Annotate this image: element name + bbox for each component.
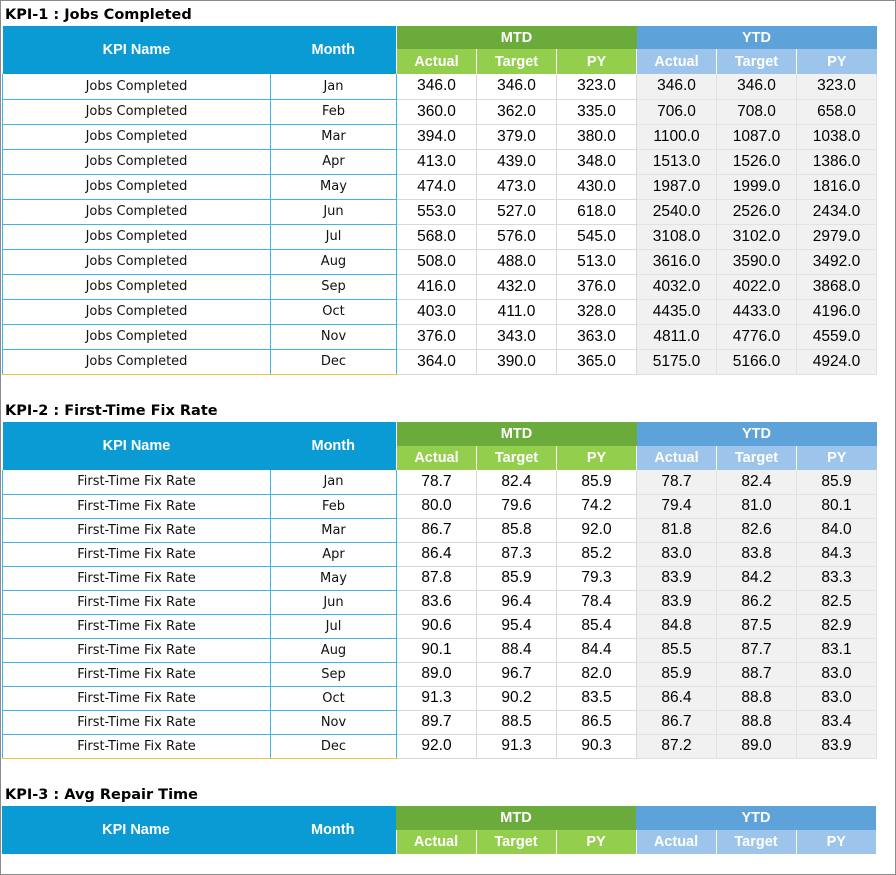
row-month[interactable]: Nov	[271, 324, 397, 349]
mtd-target-cell[interactable]: 576.0	[477, 224, 557, 249]
row-month[interactable]: May	[271, 566, 397, 590]
ytd-py-cell[interactable]: 84.0	[797, 518, 877, 542]
mtd-actual-cell[interactable]: 91.3	[397, 686, 477, 710]
mtd-target-cell[interactable]: 343.0	[477, 324, 557, 349]
row-month[interactable]: Oct	[271, 686, 397, 710]
table-row	[3, 686, 877, 710]
mtd-actual-cell[interactable]: 80.0	[397, 494, 477, 518]
mtd-actual-cell[interactable]: 89.0	[397, 662, 477, 686]
mtd-target-cell[interactable]: 488.0	[477, 249, 557, 274]
mtd-target-cell[interactable]: 411.0	[477, 299, 557, 324]
row-kpi-name[interactable]: First-Time Fix Rate	[3, 734, 271, 758]
mtd-py-cell[interactable]: 335.0	[557, 99, 637, 124]
row-kpi-name[interactable]: First-Time Fix Rate	[3, 542, 271, 566]
row-kpi-name[interactable]: First-Time Fix Rate	[3, 518, 271, 542]
row-month[interactable]: Jun	[271, 199, 397, 224]
mtd-target-cell[interactable]: 79.6	[477, 494, 557, 518]
ytd-actual-cell[interactable]: 3616.0	[637, 249, 717, 274]
header-mtd-target: Target	[477, 446, 557, 470]
mtd-actual-cell[interactable]: 360.0	[397, 99, 477, 124]
header-ytd-actual: Actual	[637, 49, 717, 74]
row-month[interactable]: Aug	[271, 638, 397, 662]
ytd-target-cell[interactable]: 4433.0	[717, 299, 797, 324]
ytd-py-cell[interactable]: 80.1	[797, 494, 877, 518]
ytd-actual-cell[interactable]: 346.0	[637, 74, 717, 99]
ytd-py-cell[interactable]: 4196.0	[797, 299, 877, 324]
table-row	[3, 274, 877, 299]
kpi-table-jobs-completed	[2, 26, 877, 375]
row-month[interactable]: Feb	[271, 494, 397, 518]
mtd-actual-cell[interactable]: 89.7	[397, 710, 477, 734]
row-month[interactable]: Apr	[271, 149, 397, 174]
row-kpi-name[interactable]: First-Time Fix Rate	[3, 614, 271, 638]
row-month[interactable]: Jun	[271, 590, 397, 614]
header-ytd: YTD	[636, 806, 876, 830]
mtd-py-cell[interactable]: 85.4	[557, 614, 637, 638]
kpi-table-first-time-fix-rate	[2, 422, 877, 759]
mtd-py-cell[interactable]: 85.9	[557, 470, 637, 494]
ytd-target-cell[interactable]: 3590.0	[717, 249, 797, 274]
mtd-actual-cell[interactable]: 553.0	[397, 199, 477, 224]
row-month[interactable]: Dec	[271, 349, 397, 374]
header-kpi-name: KPI Name	[2, 806, 270, 854]
table-row	[3, 174, 877, 199]
mtd-py-cell[interactable]: 78.4	[557, 590, 637, 614]
row-kpi-name[interactable]: Jobs Completed	[3, 174, 271, 199]
header-month: Month	[271, 26, 397, 74]
mtd-actual-cell[interactable]: 86.7	[397, 518, 477, 542]
mtd-actual-cell[interactable]: 83.6	[397, 590, 477, 614]
row-month[interactable]: Mar	[271, 518, 397, 542]
ytd-py-cell[interactable]: 2434.0	[797, 199, 877, 224]
header-month: Month	[271, 422, 397, 470]
ytd-actual-cell[interactable]: 78.7	[637, 470, 717, 494]
mtd-target-cell[interactable]: 346.0	[477, 74, 557, 99]
ytd-actual-cell[interactable]: 85.5	[637, 638, 717, 662]
mtd-actual-cell[interactable]: 78.7	[397, 470, 477, 494]
mtd-actual-cell[interactable]: 416.0	[397, 274, 477, 299]
ytd-target-cell[interactable]: 4022.0	[717, 274, 797, 299]
mtd-target-cell[interactable]: 95.4	[477, 614, 557, 638]
ytd-actual-cell[interactable]: 81.8	[637, 518, 717, 542]
mtd-py-cell[interactable]: 90.3	[557, 734, 637, 758]
section-title-kpi-1: KPI-1 : Jobs Completed	[5, 7, 192, 23]
ytd-py-cell[interactable]: 83.4	[797, 710, 877, 734]
row-kpi-name[interactable]: Jobs Completed	[3, 149, 271, 174]
header-mtd-py: PY	[557, 49, 637, 74]
mtd-actual-cell[interactable]: 92.0	[397, 734, 477, 758]
table-row	[3, 470, 877, 494]
header-mtd: MTD	[397, 26, 637, 49]
row-kpi-name[interactable]: Jobs Completed	[3, 99, 271, 124]
row-kpi-name[interactable]: Jobs Completed	[3, 199, 271, 224]
header-kpi-name: KPI Name	[3, 26, 271, 74]
row-month[interactable]: Jan	[271, 470, 397, 494]
ytd-py-cell[interactable]: 83.9	[797, 734, 877, 758]
mtd-target-cell[interactable]: 96.7	[477, 662, 557, 686]
row-month[interactable]: Apr	[271, 542, 397, 566]
header-mtd: MTD	[396, 806, 636, 830]
ytd-actual-cell[interactable]: 83.9	[637, 590, 717, 614]
table-row	[3, 149, 877, 174]
mtd-actual-cell[interactable]: 87.8	[397, 566, 477, 590]
ytd-actual-cell[interactable]: 1100.0	[637, 124, 717, 149]
ytd-py-cell[interactable]: 82.5	[797, 590, 877, 614]
table-row	[3, 734, 877, 758]
table-row	[3, 566, 877, 590]
mtd-py-cell[interactable]: 82.0	[557, 662, 637, 686]
row-kpi-name[interactable]: Jobs Completed	[3, 224, 271, 249]
mtd-actual-cell[interactable]: 508.0	[397, 249, 477, 274]
mtd-actual-cell[interactable]: 86.4	[397, 542, 477, 566]
table-row	[3, 590, 877, 614]
mtd-target-cell[interactable]: 90.2	[477, 686, 557, 710]
row-month[interactable]: May	[271, 174, 397, 199]
header-ytd-actual: Actual	[636, 830, 716, 854]
header-month: Month	[270, 806, 396, 854]
mtd-target-cell[interactable]: 96.4	[477, 590, 557, 614]
mtd-py-cell[interactable]: 513.0	[557, 249, 637, 274]
table-row	[3, 638, 877, 662]
ytd-actual-cell[interactable]: 85.9	[637, 662, 717, 686]
mtd-py-cell[interactable]: 348.0	[557, 149, 637, 174]
mtd-target-cell[interactable]: 439.0	[477, 149, 557, 174]
header-mtd-actual: Actual	[396, 830, 476, 854]
row-kpi-name[interactable]: Jobs Completed	[3, 249, 271, 274]
section-title-kpi-3: KPI-3 : Avg Repair Time	[5, 787, 198, 803]
row-month[interactable]: Dec	[271, 734, 397, 758]
table-row	[3, 662, 877, 686]
ytd-py-cell[interactable]: 84.3	[797, 542, 877, 566]
header-mtd: MTD	[397, 422, 637, 446]
mtd-target-cell[interactable]: 85.8	[477, 518, 557, 542]
row-month[interactable]: Mar	[271, 124, 397, 149]
mtd-py-cell[interactable]: 79.3	[557, 566, 637, 590]
ytd-py-cell[interactable]: 4559.0	[797, 324, 877, 349]
mtd-py-cell[interactable]: 363.0	[557, 324, 637, 349]
header-mtd-actual: Actual	[397, 49, 477, 74]
ytd-target-cell[interactable]: 346.0	[717, 74, 797, 99]
header-ytd-target: Target	[717, 49, 797, 74]
mtd-py-cell[interactable]: 365.0	[557, 349, 637, 374]
ytd-target-cell[interactable]: 86.2	[717, 590, 797, 614]
ytd-target-cell[interactable]: 82.4	[717, 470, 797, 494]
ytd-target-cell[interactable]: 1526.0	[717, 149, 797, 174]
header-mtd-target: Target	[477, 49, 557, 74]
ytd-target-cell[interactable]: 88.7	[717, 662, 797, 686]
mtd-py-cell[interactable]: 328.0	[557, 299, 637, 324]
ytd-target-cell[interactable]: 5166.0	[717, 349, 797, 374]
header-ytd-target: Target	[716, 830, 796, 854]
row-kpi-name[interactable]: First-Time Fix Rate	[3, 590, 271, 614]
mtd-target-cell[interactable]: 379.0	[477, 124, 557, 149]
ytd-actual-cell[interactable]: 3108.0	[637, 224, 717, 249]
row-kpi-name[interactable]: First-Time Fix Rate	[3, 470, 271, 494]
mtd-actual-cell[interactable]: 413.0	[397, 149, 477, 174]
ytd-actual-cell[interactable]: 83.0	[637, 542, 717, 566]
row-kpi-name[interactable]: Jobs Completed	[3, 274, 271, 299]
header-mtd-actual: Actual	[397, 446, 477, 470]
header-ytd-target: Target	[717, 446, 797, 470]
mtd-actual-cell[interactable]: 394.0	[397, 124, 477, 149]
table-row	[3, 199, 877, 224]
row-kpi-name[interactable]: Jobs Completed	[3, 299, 271, 324]
ytd-actual-cell[interactable]: 84.8	[637, 614, 717, 638]
mtd-py-cell[interactable]: 618.0	[557, 199, 637, 224]
mtd-target-cell[interactable]: 473.0	[477, 174, 557, 199]
mtd-target-cell[interactable]: 362.0	[477, 99, 557, 124]
mtd-actual-cell[interactable]: 474.0	[397, 174, 477, 199]
table-row	[3, 249, 877, 274]
section-title-kpi-2: KPI-2 : First-Time Fix Rate	[5, 403, 218, 419]
row-kpi-name[interactable]: Jobs Completed	[3, 74, 271, 99]
header-ytd-py: PY	[797, 446, 877, 470]
ytd-py-cell[interactable]: 3868.0	[797, 274, 877, 299]
mtd-target-cell[interactable]: 88.5	[477, 710, 557, 734]
mtd-actual-cell[interactable]: 403.0	[397, 299, 477, 324]
header-ytd-py: PY	[796, 830, 876, 854]
ytd-actual-cell[interactable]: 86.7	[637, 710, 717, 734]
mtd-target-cell[interactable]: 91.3	[477, 734, 557, 758]
mtd-py-cell[interactable]: 85.2	[557, 542, 637, 566]
ytd-py-cell[interactable]: 83.0	[797, 662, 877, 686]
row-kpi-name[interactable]: First-Time Fix Rate	[3, 566, 271, 590]
row-kpi-name[interactable]: First-Time Fix Rate	[3, 638, 271, 662]
ytd-py-cell[interactable]: 83.0	[797, 686, 877, 710]
header-mtd-target: Target	[476, 830, 556, 854]
ytd-actual-cell[interactable]: 79.4	[637, 494, 717, 518]
header-kpi-name: KPI Name	[3, 422, 271, 470]
row-month[interactable]: Oct	[271, 299, 397, 324]
ytd-target-cell[interactable]: 88.8	[717, 686, 797, 710]
table-row	[3, 542, 877, 566]
ytd-py-cell[interactable]: 1816.0	[797, 174, 877, 199]
table-row	[3, 518, 877, 542]
mtd-py-cell[interactable]: 92.0	[557, 518, 637, 542]
mtd-py-cell[interactable]: 74.2	[557, 494, 637, 518]
ytd-target-cell[interactable]: 2526.0	[717, 199, 797, 224]
ytd-actual-cell[interactable]: 83.9	[637, 566, 717, 590]
row-kpi-name[interactable]: Jobs Completed	[3, 324, 271, 349]
mtd-py-cell[interactable]: 84.4	[557, 638, 637, 662]
table-row	[3, 710, 877, 734]
row-month[interactable]: Sep	[271, 274, 397, 299]
ytd-target-cell[interactable]: 87.7	[717, 638, 797, 662]
ytd-target-cell[interactable]: 88.8	[717, 710, 797, 734]
ytd-actual-cell[interactable]: 4811.0	[637, 324, 717, 349]
row-month[interactable]: Sep	[271, 662, 397, 686]
ytd-py-cell[interactable]: 83.3	[797, 566, 877, 590]
ytd-py-cell[interactable]: 82.9	[797, 614, 877, 638]
header-mtd-py: PY	[557, 446, 637, 470]
kpi-table-avg-repair-time	[2, 806, 876, 854]
mtd-py-cell[interactable]: 430.0	[557, 174, 637, 199]
ytd-target-cell[interactable]: 84.2	[717, 566, 797, 590]
table-row	[3, 74, 877, 99]
row-month[interactable]: Jan	[271, 74, 397, 99]
mtd-actual-cell[interactable]: 90.6	[397, 614, 477, 638]
ytd-py-cell[interactable]: 2979.0	[797, 224, 877, 249]
mtd-py-cell[interactable]: 545.0	[557, 224, 637, 249]
ytd-py-cell[interactable]: 323.0	[797, 74, 877, 99]
ytd-target-cell[interactable]: 1087.0	[717, 124, 797, 149]
ytd-actual-cell[interactable]: 4032.0	[637, 274, 717, 299]
ytd-actual-cell[interactable]: 86.4	[637, 686, 717, 710]
ytd-target-cell[interactable]: 4776.0	[717, 324, 797, 349]
table-row	[3, 494, 877, 518]
ytd-py-cell[interactable]: 85.9	[797, 470, 877, 494]
row-month[interactable]: Jul	[271, 224, 397, 249]
ytd-actual-cell[interactable]: 5175.0	[637, 349, 717, 374]
table-row	[3, 299, 877, 324]
mtd-target-cell[interactable]: 88.4	[477, 638, 557, 662]
row-month[interactable]: Nov	[271, 710, 397, 734]
ytd-py-cell[interactable]: 3492.0	[797, 249, 877, 274]
mtd-actual-cell[interactable]: 376.0	[397, 324, 477, 349]
mtd-py-cell[interactable]: 376.0	[557, 274, 637, 299]
ytd-target-cell[interactable]: 81.0	[717, 494, 797, 518]
row-kpi-name[interactable]: First-Time Fix Rate	[3, 686, 271, 710]
mtd-target-cell[interactable]: 82.4	[477, 470, 557, 494]
row-month[interactable]: Jul	[271, 614, 397, 638]
mtd-py-cell[interactable]: 380.0	[557, 124, 637, 149]
table-row	[3, 224, 877, 249]
table-row	[3, 99, 877, 124]
mtd-target-cell[interactable]: 390.0	[477, 349, 557, 374]
ytd-py-cell[interactable]: 1038.0	[797, 124, 877, 149]
table-row	[3, 324, 877, 349]
ytd-py-cell[interactable]: 1386.0	[797, 149, 877, 174]
ytd-target-cell[interactable]: 708.0	[717, 99, 797, 124]
mtd-actual-cell[interactable]: 568.0	[397, 224, 477, 249]
ytd-actual-cell[interactable]: 1987.0	[637, 174, 717, 199]
mtd-actual-cell[interactable]: 346.0	[397, 74, 477, 99]
ytd-target-cell[interactable]: 1999.0	[717, 174, 797, 199]
row-month[interactable]: Feb	[271, 99, 397, 124]
header-ytd: YTD	[637, 26, 877, 49]
mtd-target-cell[interactable]: 432.0	[477, 274, 557, 299]
row-kpi-name[interactable]: First-Time Fix Rate	[3, 662, 271, 686]
row-kpi-name[interactable]: Jobs Completed	[3, 124, 271, 149]
mtd-target-cell[interactable]: 85.9	[477, 566, 557, 590]
table-row	[3, 349, 877, 374]
mtd-py-cell[interactable]: 323.0	[557, 74, 637, 99]
ytd-target-cell[interactable]: 82.6	[717, 518, 797, 542]
ytd-actual-cell[interactable]: 2540.0	[637, 199, 717, 224]
mtd-py-cell[interactable]: 83.5	[557, 686, 637, 710]
ytd-target-cell[interactable]: 87.5	[717, 614, 797, 638]
mtd-target-cell[interactable]: 87.3	[477, 542, 557, 566]
table-row	[3, 614, 877, 638]
ytd-actual-cell[interactable]: 87.2	[637, 734, 717, 758]
header-mtd-py: PY	[556, 830, 636, 854]
ytd-target-cell[interactable]: 3102.0	[717, 224, 797, 249]
mtd-actual-cell[interactable]: 364.0	[397, 349, 477, 374]
ytd-target-cell[interactable]: 89.0	[717, 734, 797, 758]
header-ytd-py: PY	[797, 49, 877, 74]
mtd-py-cell[interactable]: 86.5	[557, 710, 637, 734]
table-row	[3, 124, 877, 149]
row-month[interactable]: Aug	[271, 249, 397, 274]
header-ytd: YTD	[637, 422, 877, 446]
ytd-target-cell[interactable]: 83.8	[717, 542, 797, 566]
header-ytd-actual: Actual	[637, 446, 717, 470]
mtd-target-cell[interactable]: 527.0	[477, 199, 557, 224]
mtd-actual-cell[interactable]: 90.1	[397, 638, 477, 662]
row-kpi-name[interactable]: First-Time Fix Rate	[3, 494, 271, 518]
ytd-actual-cell[interactable]: 706.0	[637, 99, 717, 124]
row-kpi-name[interactable]: Jobs Completed	[3, 349, 271, 374]
ytd-py-cell[interactable]: 4924.0	[797, 349, 877, 374]
ytd-py-cell[interactable]: 83.1	[797, 638, 877, 662]
ytd-actual-cell[interactable]: 1513.0	[637, 149, 717, 174]
ytd-py-cell[interactable]: 658.0	[797, 99, 877, 124]
row-kpi-name[interactable]: First-Time Fix Rate	[3, 710, 271, 734]
ytd-actual-cell[interactable]: 4435.0	[637, 299, 717, 324]
